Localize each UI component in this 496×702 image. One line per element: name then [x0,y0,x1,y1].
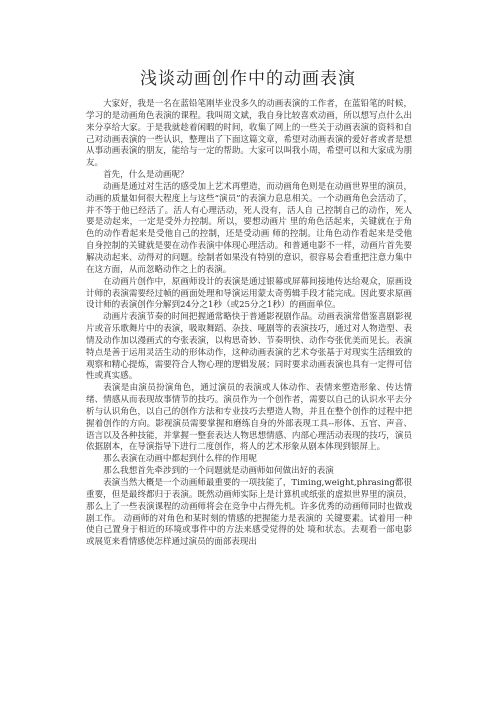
paragraph: 动画是通过对生活的感受加上艺术再塑造，而动画角色则是在动画世界里的演员，动画的质量如何很大程度上与这些“演员”的表演力息息相关。一个动画角色会活动了，并不等于他已经活了。活人有心理活动，死人没有，活人自 己控制自己的动作，死人要是动起来，一定是受外力控制。所以，要想动画片 里的角色活起来，关键就在于角色的动作看起来是受他自己的控制，还是受动画 师的控制。让角色动作看起来是受他自身控制的关键就是要在动作表演中体现心理活动。和普通电影不一样，动画片首先要解决动起来、动得对的问题。绘制者如果没有特别的意识，很容易会看重把注意力集中在这方面，从而忽略动作之上的表演。 [86,181,412,275]
paragraph: 首先，什么是动画呢？ [103,170,189,181]
document-body [86,99,412,549]
document-title: 浅谈动画创作中的动画表演 [140,69,356,89]
paragraph: 大家好，我是一名在蓝铅笔刚毕业没多久的动画表演的工作者，在蓝铅笔的时候，学习的是动画角色表演的课程。我叫周文斌，我自身比较喜欢动画，所以想写点什么出来分享给大家。于是我就趁着闲暇的时间，收集了网上的一些关于动画表演的资料和自己对动画表演的一些认识，整理出了下面这篇文章，希望对动画表演的爱好者或者是想从事动画表演的朋友，能给与一定的帮助。大家可以叫我小周，希望可以和大家成为朋友。 [86,99,412,169]
paragraph: 那么表演在动画中都起到什么样的作用呢 [103,454,257,465]
paragraph: 动画片表演节奏的时间把握通常略快于普通影视剧作品。动画表演常借鉴喜剧影视片或音乐歌舞片中的表演，吸取舞蹈、杂技、哑剧等的表演技巧，通过对人物造型、表情及动作加以漫画式的夸张表演，以构思奇妙、节奏明快、动作夸张优美而见长。表演特点是善于运用灵活生动的形体动作，这种动画表演的艺术夸张基于对现实生活细致的观察和精心提炼，需要符合人物心理的逻辑发展；同时要求动画表演也具有一定得可信性或真实感。 [86,312,412,382]
paragraph: 在动画片创作中，原画师设计的表演是通过银幕或屏幕间接地传达给观众，原画设计师的表演需要经过帧的画面处理和导演运用蒙太奇剪辑手段才能完成。因此要求原画设计师的表演创作分解到24分之1秒（或25分之1秒）的画面单位。 [86,276,412,311]
paragraph: 那么我想首先牵涉到的一个问题就是动画师如何做出好的表演 [103,466,334,477]
paragraph: 表演当然大概是一个动画师最重要的一项技能了，Timing,weight,phrasing都很重要，但是最终都归于表演。既然动画师实际上是计算机或纸张的虚拟世界里的演员，那么上了一些表演课程的动画师将会在竞争中占得先机。许多优秀的动画师同时也做戏剧工作。 动画师的对角色和某时刻的情感的把握能力是表演的 关键要素。试着用一种使自己置身于相近的环境或事件中的方法来感受觉得的处 境和状态。去观看一部电影或展览来看情感使怎样通过演员的面部表现出 [86,478,412,548]
paragraph: 表演是由演员扮演角色，通过演员的表演或人体动作、表情来塑造形象、传达情绪、情感从而表现故事情节的技巧。演员作为一个创作者，需要以自己的认识水平去分析与认识角色，以自己的创作方法和专业技巧去塑造人物，并且在整个创作的过程中把握着创作的方向。影视演员需要掌握和磨练自身的外部表现工具--形体、五官、声音、语言以及各种技能，并掌握一整套表达人物思想情感、内部心理活动表现的技巧，演员依据剧本，在导演指导下进行二度创作，将人的艺术形象从剧本体现到银屏上。 [86,383,412,453]
